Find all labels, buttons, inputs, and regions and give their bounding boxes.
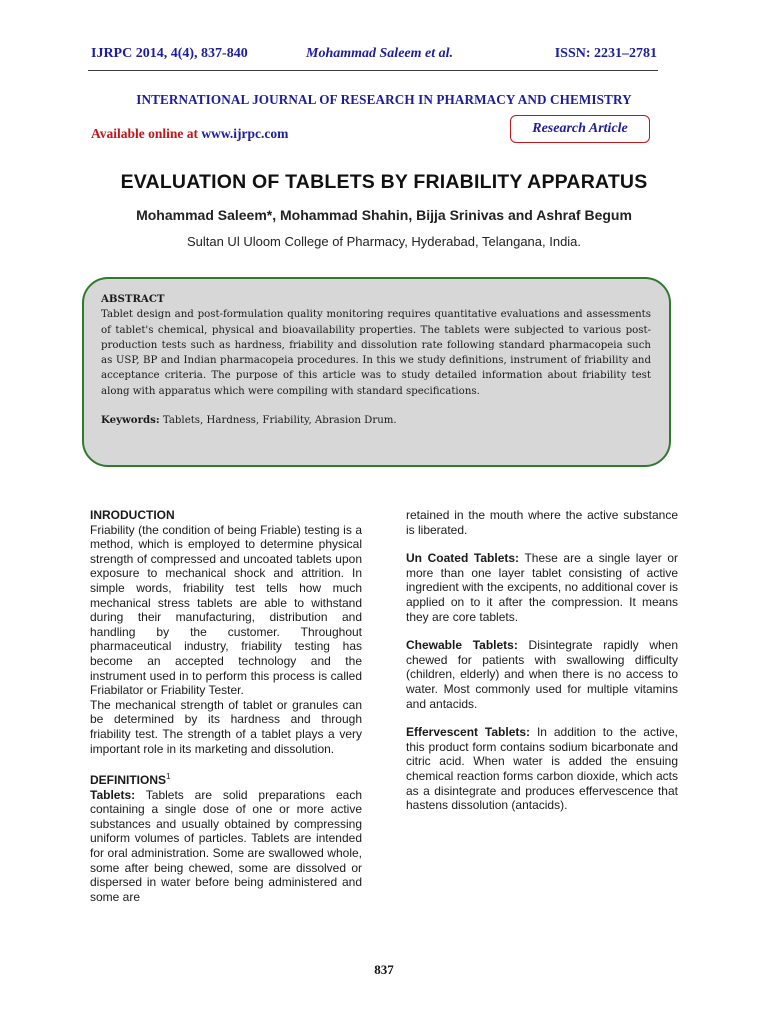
availability-label: Available online at: [91, 126, 202, 141]
definitions-heading-text: DEFINITIONS: [90, 773, 167, 788]
tablets-term: Tablets:: [90, 787, 136, 802]
right-column: [406, 508, 678, 813]
article-type-badge: [510, 115, 650, 143]
chewable-definition: [406, 638, 678, 711]
left-column: [90, 508, 362, 904]
effervescent-text: In addition to the active, this product form contains sodium bicarbonate and citric acid. When water is added the ensuing chemical reaction forms carbon dioxide, which acts as a disintegrate and produces effervescence that hastens dissolution (antacids).: [406, 725, 678, 813]
affiliation: Sultan Ul Uloom College of Pharmacy, Hyderabad, Telangana, India.: [186, 234, 582, 249]
abstract-text: Tablet design and post-formulation quality monitoring requires quantitative evaluations and assessments of tablet's chemical, physical and bioavailability properties. The tablets were subjected to various post-production tests such as hardness, friability and dissolution rate following standard pharmacopeia such as USP, BP and Indian pharmacopeia procedures. In this we study definitions, instrument of friability and acceptance criteria. The purpose of this article was to study detailed information about friability test along with apparatus which were compiling with standard specifications.: [101, 309, 651, 397]
article-type-label: Research Article: [532, 121, 628, 136]
tablets-text: Tablets are solid preparations each containing a single dose of one or more active substances and usually obtained by compressing uniform volumes of particles. Tablets are intended for oral administration. Some are swallowed whole, some after being chewed, some are dissolved or dispersed in water before being administered and some are: [90, 787, 362, 904]
journal-citation: IJRPC 2014, 4(4), 837-840: [91, 46, 248, 61]
effervescent-definition: [406, 725, 678, 813]
uncoated-term: Un Coated Tablets:: [406, 551, 520, 566]
abstract-box: [82, 277, 671, 467]
journal-name: INTERNATIONAL JOURNAL OF RESEARCH IN PHARMACY AND CHEMISTRY: [136, 92, 632, 107]
continued-text: retained in the mouth where the active substance is liberated.: [406, 508, 678, 537]
journal-url-link[interactable]: www.ijrpc.com: [201, 126, 289, 141]
chewable-text: Disintegrate rapidly when chewed for patients with swallowing difficulty (children, elderly) and when there is no access to water. Most commonly used for multiple vitamins and antacids.: [406, 638, 679, 711]
tablets-definition: [90, 788, 362, 905]
availability-line: [91, 126, 288, 142]
page-number: 837: [374, 962, 394, 977]
definitions-citation-ref[interactable]: 1: [166, 772, 171, 782]
introduction-paragraph-2: The mechanical strength of tablet or granules can be determined by its hardness and through friability test. The strength of a tablet plays a very important role in its marketing and dissolution.: [90, 697, 362, 756]
header-authors: Mohammad Saleem et al.: [306, 46, 453, 61]
issn: ISSN: 2231–2781: [554, 46, 657, 61]
keywords-list: Tablets, Hardness, Friability, Abrasion Drum.: [159, 415, 397, 427]
uncoated-definition: [406, 551, 678, 624]
header-divider: [88, 70, 658, 71]
keywords-line: [101, 413, 651, 428]
author-list: Mohammad Saleem*, Mohammad Shahin, Bijja Srinivas and Ashraf Begum: [136, 207, 632, 223]
running-header: [91, 46, 657, 66]
keywords-label: Keywords:: [101, 414, 160, 427]
introduction-paragraph-1: Friability (the condition of being Friable) testing is a method, which is employed to determine physical strength of compressed and uncoated tablets upon exposure to mechanical shock and attrition. In simple words, friability test tells how much mechanical stress tablets are able to withstand during their manufacturing, distribution and handling by the customer. Throughout pharmaceutical industry, friability testing has become an accepted technology and the instrument used in to perform this process is called Friabilator or Friability Tester.: [90, 522, 362, 698]
definitions-heading: [90, 770, 362, 788]
effervescent-term: Effervescent Tablets:: [406, 725, 531, 740]
uncoated-text: These are a single layer or more than one layer tablet consisting of active ingredient with the excipents, no additional cover is applied on to it after the compression. It means they are core tablets.: [406, 551, 678, 624]
abstract-heading: ABSTRACT: [101, 293, 165, 305]
paper-title: EVALUATION OF TABLETS BY FRIABILITY APPARATUS: [120, 171, 648, 193]
chewable-term: Chewable Tablets:: [406, 638, 518, 653]
introduction-heading: INRODUCTION: [90, 508, 175, 522]
